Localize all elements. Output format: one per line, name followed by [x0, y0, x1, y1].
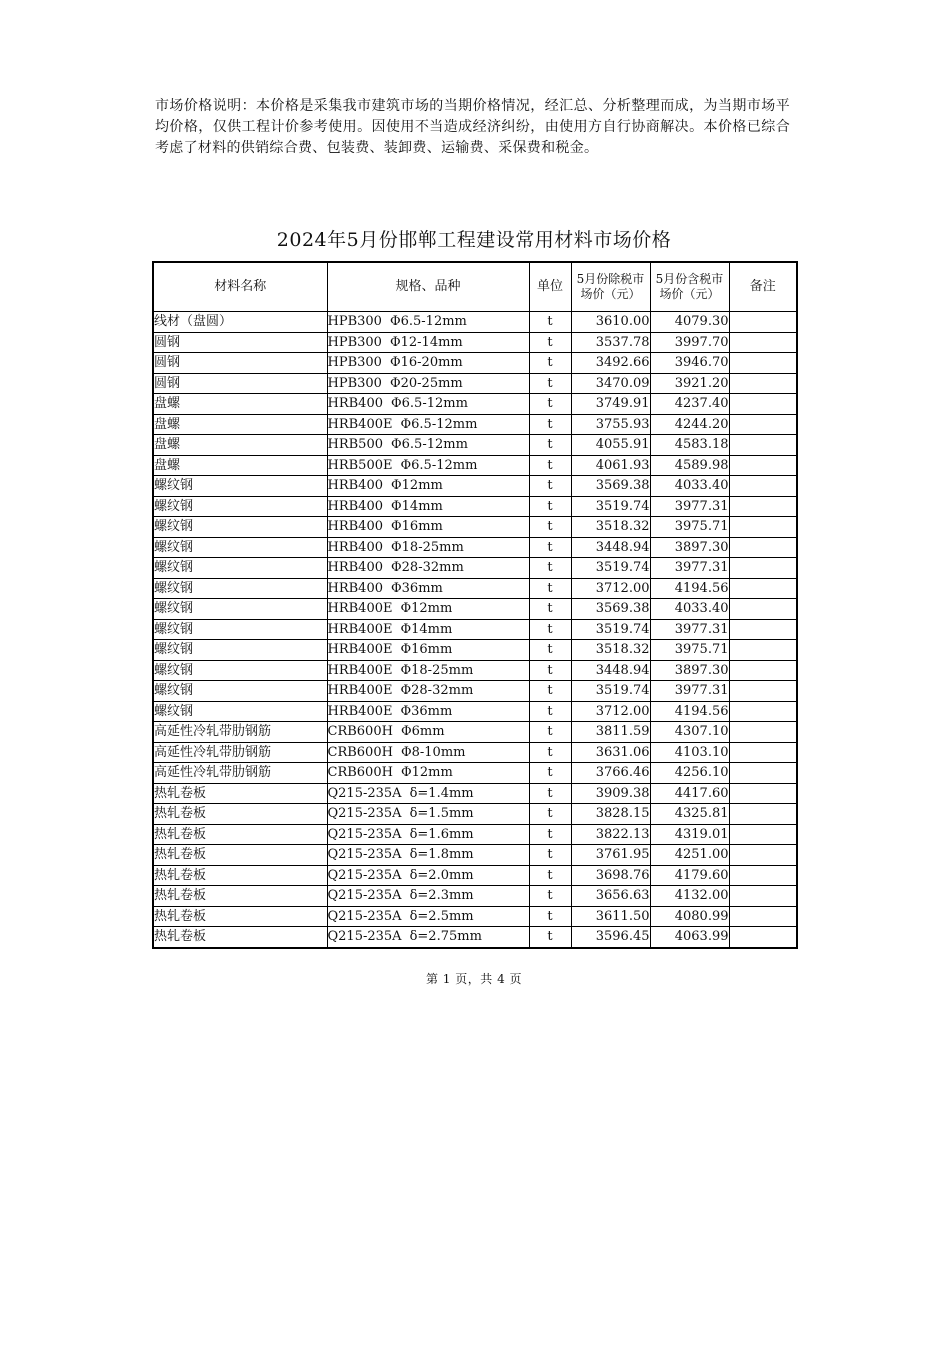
spec-cell [327, 742, 529, 763]
unit-cell: t [529, 373, 571, 394]
table-row [153, 517, 797, 538]
material-name-cell: 热轧卷板 [153, 865, 327, 886]
material-name-cell: 圆钢 [153, 332, 327, 353]
note-cell [729, 619, 797, 640]
material-name-cell: 热轧卷板 [153, 906, 327, 927]
material-name-cell: 盘螺 [153, 435, 327, 456]
price-ex-tax-cell: 3631.06 [571, 742, 650, 763]
material-name-cell: 螺纹钢 [153, 660, 327, 681]
price-inc-tax-cell: 4325.81 [650, 804, 729, 825]
note-cell [729, 332, 797, 353]
spec-cell [327, 558, 529, 579]
price-ex-tax-cell: 3712.00 [571, 701, 650, 722]
unit-cell: t [529, 476, 571, 497]
material-name-cell: 盘螺 [153, 455, 327, 476]
material-name-cell: 螺纹钢 [153, 558, 327, 579]
table-row [153, 353, 797, 374]
price-inc-tax-cell: 4194.56 [650, 578, 729, 599]
unit-cell: t [529, 845, 571, 866]
spec-grade: HRB400 [327, 498, 383, 514]
note-cell [729, 824, 797, 845]
spec-size: Φ6mm [400, 724, 445, 740]
price-inc-tax-cell: 3897.30 [650, 537, 729, 558]
price-inc-tax-cell: 4417.60 [650, 783, 729, 804]
note-cell [729, 701, 797, 722]
note-cell [729, 660, 797, 681]
spec-size: δ=1.5mm [409, 806, 474, 822]
price-inc-tax-cell: 4033.40 [650, 599, 729, 620]
material-name-cell: 高延性冷轧带肋钢筋 [153, 763, 327, 784]
spec-grade: HRB400 [327, 396, 383, 412]
page-title: 2024年5月份邯郸工程建设常用材料市场价格 [276, 229, 672, 251]
price-inc-tax-cell: 3975.71 [650, 640, 729, 661]
table-row [153, 537, 797, 558]
spec-cell [327, 312, 529, 333]
spec-size: Φ28-32mm [400, 683, 474, 699]
spec-size: Φ6.5-12mm [391, 437, 468, 453]
spec-size: Φ6.5-12mm [389, 314, 467, 330]
spec-cell [327, 804, 529, 825]
spec-cell [327, 394, 529, 415]
spec-grade: HPB300 [327, 355, 382, 371]
price-inc-tax-cell: 4319.01 [650, 824, 729, 845]
price-inc-tax-cell: 3997.70 [650, 332, 729, 353]
price-inc-tax-cell: 4080.99 [650, 906, 729, 927]
spec-grade: HPB300 [327, 334, 382, 350]
unit-cell: t [529, 578, 571, 599]
material-name-cell: 圆钢 [153, 353, 327, 374]
table-row [153, 783, 797, 804]
unit-cell: t [529, 599, 571, 620]
spec-cell [327, 496, 529, 517]
spec-size: δ=2.0mm [409, 867, 474, 883]
spec-grade: HRB400E [327, 416, 393, 432]
note-cell [729, 496, 797, 517]
price-ex-tax-cell: 3610.00 [571, 312, 650, 333]
spec-size: δ=2.5mm [409, 908, 474, 924]
price-ex-tax-cell: 3811.59 [571, 722, 650, 743]
spec-cell [327, 332, 529, 353]
note-cell [729, 845, 797, 866]
spec-cell [327, 476, 529, 497]
unit-cell: t [529, 824, 571, 845]
price-ex-tax-cell: 3492.66 [571, 353, 650, 374]
price-ex-tax-cell: 3749.91 [571, 394, 650, 415]
price-inc-tax-cell: 3975.71 [650, 517, 729, 538]
material-name-cell: 螺纹钢 [153, 599, 327, 620]
spec-cell [327, 435, 529, 456]
price-inc-tax-cell: 4079.30 [650, 312, 729, 333]
price-inc-tax-cell: 4307.10 [650, 722, 729, 743]
unit-cell: t [529, 681, 571, 702]
header-note: 备注 [729, 262, 797, 312]
unit-cell: t [529, 886, 571, 907]
unit-cell: t [529, 435, 571, 456]
material-name-cell: 螺纹钢 [153, 496, 327, 517]
spec-cell [327, 455, 529, 476]
table-row [153, 640, 797, 661]
price-inc-tax-cell: 4033.40 [650, 476, 729, 497]
price-inc-tax-cell: 4256.10 [650, 763, 729, 784]
price-inc-tax-cell: 3977.31 [650, 681, 729, 702]
price-inc-tax-cell: 4194.56 [650, 701, 729, 722]
note-cell [729, 353, 797, 374]
table-row [153, 455, 797, 476]
price-inc-tax-cell: 3977.31 [650, 619, 729, 640]
spec-size: δ=2.75mm [409, 929, 482, 945]
price-ex-tax-cell: 3828.15 [571, 804, 650, 825]
header-price-ex-tax: 5月份除税市场价（元） [571, 262, 650, 312]
table-row [153, 701, 797, 722]
material-name-cell: 螺纹钢 [153, 640, 327, 661]
material-name-cell: 螺纹钢 [153, 537, 327, 558]
price-inc-tax-cell: 4589.98 [650, 455, 729, 476]
spec-grade: HRB400E [327, 683, 393, 699]
table-row [153, 824, 797, 845]
spec-size: Φ20-25mm [389, 375, 463, 391]
price-ex-tax-cell: 3698.76 [571, 865, 650, 886]
table-row [153, 435, 797, 456]
material-name-cell: 螺纹钢 [153, 517, 327, 538]
note-cell [729, 865, 797, 886]
table-row [153, 476, 797, 497]
spec-grade: HRB400 [327, 580, 383, 596]
note-cell [729, 927, 797, 948]
price-ex-tax-cell: 3761.95 [571, 845, 650, 866]
spec-cell [327, 414, 529, 435]
table-row [153, 927, 797, 948]
price-ex-tax-cell: 3822.13 [571, 824, 650, 845]
note-cell [729, 517, 797, 538]
spec-grade: Q215-235A [327, 888, 402, 904]
price-inc-tax-cell: 4583.18 [650, 435, 729, 456]
spec-cell [327, 353, 529, 374]
note-cell [729, 742, 797, 763]
spec-size: Φ36mm [400, 703, 453, 719]
price-ex-tax-cell: 3569.38 [571, 599, 650, 620]
unit-cell: t [529, 763, 571, 784]
price-ex-tax-cell: 3518.32 [571, 517, 650, 538]
header-unit: 单位 [529, 262, 571, 312]
spec-cell [327, 599, 529, 620]
price-ex-tax-cell: 3712.00 [571, 578, 650, 599]
price-table [152, 261, 798, 949]
unit-cell: t [529, 783, 571, 804]
spec-grade: Q215-235A [327, 929, 402, 945]
price-inc-tax-cell: 4063.99 [650, 927, 729, 948]
unit-cell: t [529, 742, 571, 763]
material-name-cell: 螺纹钢 [153, 681, 327, 702]
spec-grade: CRB600H [327, 744, 393, 760]
spec-size: Φ14mm [391, 498, 443, 514]
table-row [153, 619, 797, 640]
unit-cell: t [529, 640, 571, 661]
spec-cell [327, 886, 529, 907]
price-ex-tax-cell: 4055.91 [571, 435, 650, 456]
header-material-name: 材料名称 [153, 262, 327, 312]
spec-grade: HRB400 [327, 560, 383, 576]
spec-size: Φ6.5-12mm [391, 396, 468, 412]
spec-size: Φ14mm [400, 621, 453, 637]
spec-cell [327, 619, 529, 640]
price-ex-tax-cell: 3519.74 [571, 496, 650, 517]
material-name-cell: 圆钢 [153, 373, 327, 394]
price-ex-tax-cell: 3519.74 [571, 619, 650, 640]
table-row [153, 865, 797, 886]
spec-cell [327, 640, 529, 661]
unit-cell: t [529, 660, 571, 681]
unit-cell: t [529, 701, 571, 722]
table-row [153, 763, 797, 784]
note-cell [729, 640, 797, 661]
spec-cell [327, 373, 529, 394]
spec-cell [327, 537, 529, 558]
price-inc-tax-cell: 3921.20 [650, 373, 729, 394]
table-row [153, 906, 797, 927]
spec-cell [327, 845, 529, 866]
material-name-cell: 热轧卷板 [153, 927, 327, 948]
table-row [153, 804, 797, 825]
spec-grade: Q215-235A [327, 847, 402, 863]
note-cell [729, 476, 797, 497]
note-cell [729, 312, 797, 333]
spec-grade: HRB400 [327, 478, 383, 494]
table-row [153, 742, 797, 763]
spec-size: δ=1.4mm [409, 785, 474, 801]
note-cell [729, 578, 797, 599]
spec-grade: Q215-235A [327, 867, 402, 883]
spec-grade: Q215-235A [327, 908, 402, 924]
material-name-cell: 热轧卷板 [153, 824, 327, 845]
price-inc-tax-cell: 3897.30 [650, 660, 729, 681]
spec-cell [327, 927, 529, 948]
note-cell [729, 763, 797, 784]
material-name-cell: 盘螺 [153, 394, 327, 415]
note-cell [729, 455, 797, 476]
spec-size: δ=1.8mm [409, 847, 474, 863]
unit-cell: t [529, 496, 571, 517]
note-cell [729, 537, 797, 558]
unit-cell: t [529, 455, 571, 476]
spec-size: Φ18-25mm [400, 662, 474, 678]
unit-cell: t [529, 312, 571, 333]
material-name-cell: 高延性冷轧带肋钢筋 [153, 742, 327, 763]
price-ex-tax-cell: 3519.74 [571, 681, 650, 702]
spec-grade: HRB400E [327, 642, 393, 658]
table-row [153, 558, 797, 579]
spec-size: δ=1.6mm [409, 826, 474, 842]
price-ex-tax-cell: 3448.94 [571, 537, 650, 558]
spec-size: Φ8-10mm [400, 744, 466, 760]
unit-cell: t [529, 906, 571, 927]
price-ex-tax-cell: 3518.32 [571, 640, 650, 661]
table-row [153, 886, 797, 907]
table-row [153, 681, 797, 702]
price-inc-tax-cell: 4132.00 [650, 886, 729, 907]
table-row [153, 845, 797, 866]
price-inc-tax-cell: 4237.40 [650, 394, 729, 415]
spec-cell [327, 906, 529, 927]
table-header-row [153, 262, 797, 312]
price-inc-tax-cell: 3977.31 [650, 558, 729, 579]
unit-cell: t [529, 722, 571, 743]
spec-grade: HRB500E [327, 457, 393, 473]
table-row [153, 496, 797, 517]
spec-cell [327, 722, 529, 743]
table-row [153, 373, 797, 394]
spec-size: δ=2.3mm [409, 888, 474, 904]
spec-grade: CRB600H [327, 765, 393, 781]
table-row [153, 414, 797, 435]
price-ex-tax-cell: 3569.38 [571, 476, 650, 497]
table-row [153, 312, 797, 333]
spec-size: Φ16mm [400, 642, 453, 658]
material-name-cell: 螺纹钢 [153, 476, 327, 497]
unit-cell: t [529, 414, 571, 435]
note-cell [729, 414, 797, 435]
material-name-cell: 热轧卷板 [153, 804, 327, 825]
table-row [153, 394, 797, 415]
spec-size: Φ12mm [400, 601, 453, 617]
note-cell [729, 558, 797, 579]
spec-cell [327, 517, 529, 538]
table-row [153, 722, 797, 743]
spec-grade: CRB600H [327, 724, 393, 740]
note-cell [729, 373, 797, 394]
table-row [153, 660, 797, 681]
note-cell [729, 783, 797, 804]
spec-grade: Q215-235A [327, 806, 402, 822]
header-price-inc-tax: 5月份含税市场价（元） [650, 262, 729, 312]
spec-grade: Q215-235A [327, 785, 402, 801]
price-notice: 市场价格说明：本价格是采集我市建筑市场的当期价格情况，经汇总、分析整理而成，为当期市场平均价格，仅供工程计价参考使用。因使用不当造成经济纠纷，由使用方自行协商解决。本价格已综合考虑了材料的供销综合费、包装费、装卸费、运输费、采保费和税金。 [155, 98, 790, 156]
note-cell [729, 906, 797, 927]
price-ex-tax-cell: 3448.94 [571, 660, 650, 681]
unit-cell: t [529, 517, 571, 538]
note-cell [729, 599, 797, 620]
spec-grade: HRB400 [327, 519, 383, 535]
spec-size: Φ12mm [391, 478, 443, 494]
table-row [153, 578, 797, 599]
spec-cell [327, 783, 529, 804]
spec-size: Φ18-25mm [391, 539, 464, 555]
note-cell [729, 722, 797, 743]
unit-cell: t [529, 619, 571, 640]
price-inc-tax-cell: 4179.60 [650, 865, 729, 886]
unit-cell: t [529, 332, 571, 353]
spec-grade: HPB300 [327, 314, 382, 330]
spec-cell [327, 824, 529, 845]
price-inc-tax-cell: 3946.70 [650, 353, 729, 374]
spec-size: Φ28-32mm [391, 560, 464, 576]
spec-cell [327, 578, 529, 599]
price-table-body [153, 312, 797, 948]
spec-grade: HPB300 [327, 375, 382, 391]
header-spec: 规格、品种 [327, 262, 529, 312]
note-cell [729, 804, 797, 825]
material-name-cell: 热轧卷板 [153, 886, 327, 907]
spec-grade: HRB400E [327, 601, 393, 617]
material-name-cell: 高延性冷轧带肋钢筋 [153, 722, 327, 743]
spec-size: Φ12mm [400, 765, 453, 781]
price-ex-tax-cell: 3519.74 [571, 558, 650, 579]
material-name-cell: 螺纹钢 [153, 701, 327, 722]
price-ex-tax-cell: 3766.46 [571, 763, 650, 784]
material-name-cell: 热轧卷板 [153, 845, 327, 866]
price-ex-tax-cell: 3611.50 [571, 906, 650, 927]
price-inc-tax-cell: 4103.10 [650, 742, 729, 763]
spec-size: Φ6.5-12mm [400, 457, 478, 473]
spec-cell [327, 701, 529, 722]
price-inc-tax-cell: 4251.00 [650, 845, 729, 866]
spec-grade: HRB400E [327, 621, 393, 637]
price-inc-tax-cell: 4244.20 [650, 414, 729, 435]
spec-cell [327, 865, 529, 886]
unit-cell: t [529, 865, 571, 886]
unit-cell: t [529, 804, 571, 825]
table-row [153, 332, 797, 353]
note-cell [729, 886, 797, 907]
spec-cell [327, 763, 529, 784]
spec-grade: HRB500 [327, 437, 383, 453]
spec-size: Φ6.5-12mm [400, 416, 478, 432]
spec-size: Φ16-20mm [389, 355, 463, 371]
spec-size: Φ12-14mm [389, 334, 463, 350]
spec-grade: HRB400E [327, 662, 393, 678]
unit-cell: t [529, 394, 571, 415]
table-row [153, 599, 797, 620]
price-ex-tax-cell: 3537.78 [571, 332, 650, 353]
unit-cell: t [529, 927, 571, 948]
spec-cell [327, 681, 529, 702]
spec-grade: Q215-235A [327, 826, 402, 842]
unit-cell: t [529, 537, 571, 558]
price-ex-tax-cell: 3470.09 [571, 373, 650, 394]
price-ex-tax-cell: 4061.93 [571, 455, 650, 476]
note-cell [729, 394, 797, 415]
spec-cell [327, 660, 529, 681]
spec-size: Φ36mm [391, 580, 443, 596]
material-name-cell: 线材（盘圆） [153, 312, 327, 333]
page-footer: 第 1 页，共 4 页 [425, 972, 523, 986]
spec-grade: HRB400E [327, 703, 393, 719]
price-inc-tax-cell: 3977.31 [650, 496, 729, 517]
unit-cell: t [529, 558, 571, 579]
note-cell [729, 435, 797, 456]
price-ex-tax-cell: 3656.63 [571, 886, 650, 907]
spec-size: Φ16mm [391, 519, 443, 535]
material-name-cell: 热轧卷板 [153, 783, 327, 804]
unit-cell: t [529, 353, 571, 374]
note-cell [729, 681, 797, 702]
material-name-cell: 螺纹钢 [153, 619, 327, 640]
price-ex-tax-cell: 3909.38 [571, 783, 650, 804]
spec-grade: HRB400 [327, 539, 383, 555]
material-name-cell: 螺纹钢 [153, 578, 327, 599]
price-ex-tax-cell: 3755.93 [571, 414, 650, 435]
price-ex-tax-cell: 3596.45 [571, 927, 650, 948]
material-name-cell: 盘螺 [153, 414, 327, 435]
